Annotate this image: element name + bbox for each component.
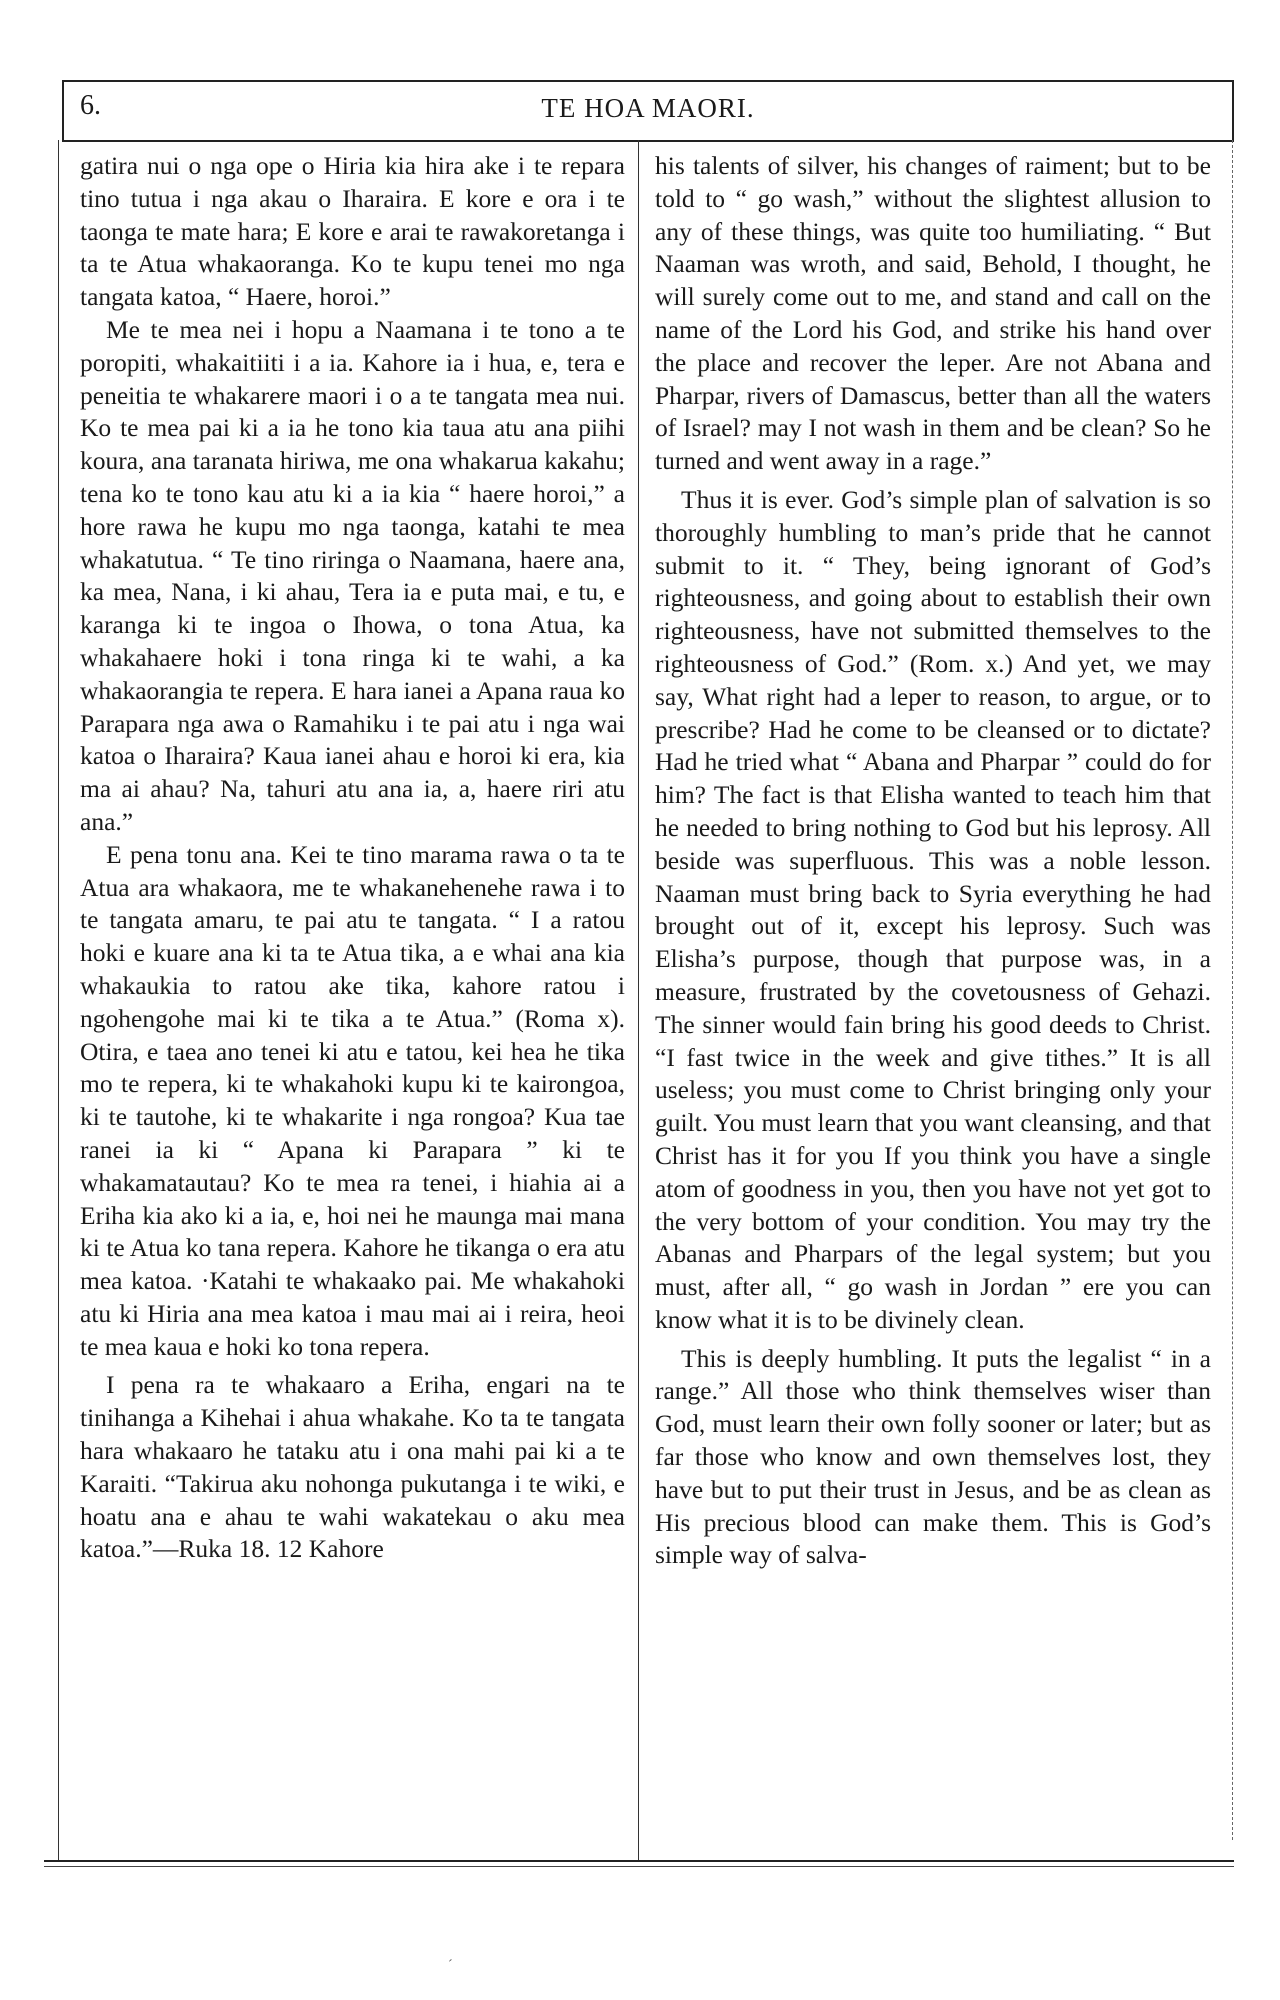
left-paragraph-3: E pena tonu ana. Kei te tino marama rawa o ta te Atua ara whakaora, me te whakanehenehe rawa i to te tangata amaru, te pai atu te tangata. “ I a ratou hoki e kuare ana ki ta te Atua tika, a e whai ana kia whakaukia to ratou ake tika, kahore ratou i ngohengohe mai ki te tika a te Atua.” (Roma x). Otira, e taea ano tenei ki atu e tatou, kei hea he tika mo te repera, ki te whakahoki kupu ki te kairongoa, ki te tautohe, ki te whakarite i nga rongoa? Kua tae ranei ia ki “ Apana ki Parapara ” ki te whakamatautau? Ko te mea ra tenei, i hiahia ai a Eriha kia ako ki a ia, e, hoi nei he maunga mai mana ki te Atua ko tana repera. Kahore he tikanga o era atu mea katoa. ·Katahi te whakaako pai. Me whakahoki atu ki Hiria ana mea katoa i mau mai ai i reira, heoi te mea kaua e hoki ko tona repera. [80,839,625,1361]
right-margin-rule [1232,140,1233,1840]
header-bottom-rule [62,140,1234,142]
right-paragraph-1: his talents of silver, his changes of raiment; but to be told to “ go wash,” without the slightest allusion to any of these things, was quite too humiliating. “ But Naaman was wroth, and said, Behold, I thought, he will surely come out to me, and stand and call on the name of the Lord his God, and strike his hand over the place and recover the leper. Are not Abana and Pharpar, rivers of Damascus, better than all the waters of Israel? may I not wash in them and be clean? So he turned and went away in a rage.” [655,151,1211,476]
page-number: 6. [80,90,101,121]
right-column-english-text [655,150,1211,1572]
left-paragraph-4: I pena ra te whakaaro a Eriha, engari na te tinihanga a Kihehai i ahua whakahe. Ko ta te tangata hara whakaaro he tataku atu i ona mahi pai ki a te Karaiti. “Takirua aku nohonga pukutanga i te wiki, e hoatu ana e ahau te wahi wakatekau o aku mea katoa.”—Ruka 18. 12 Kahore [80,1370,625,1564]
stray-print-mark: ´ [448,1958,453,1973]
left-margin-rule [58,140,59,1860]
footer-rule [44,1860,1234,1862]
running-title: TE HOA MAORI. [541,93,755,123]
footer-rule-thin [44,1866,1234,1867]
left-column-maori-text [80,150,625,1566]
left-paragraph-2: Me te mea nei i hopu a Naamana i te tono a te poropiti, whakaitiiti i a ia. Kahore ia i hua, e, tera e peneitia te whakarere maori i o a te tangata mea nui. Ko te mea pai ki a ia he tono kia taua atu ana piihi koura, ana taranata hiriwa, me ona whakarua kakahu; tena ko te tono kau atu ki a ia kia “ haere horoi,” a hore rawa he kupu mo nga taonga, katahi te mea whakatutua. “ Te tino riringa o Naamana, haere ana, ka mea, Nana, i ki ahau, Tera ia e puta mai, e tu, e karanga ki te ingoa o Ihowa, o tona Atua, ka whakahaere hoki i tona ringa ki te wahi, a ka whakaorangia te repera. E hara ianei a Apana raua ko Parapara nga awa o Ramahiku i te pai atu i nga wai katoa o Iharaira? Kaua ianei ahau e horoi ki era, kia ma ai ahau? Na, tahuri atu ana ia, a, haere riri atu ana.” [80,314,625,836]
header-top-rule [62,80,1234,82]
right-paragraph-2: Thus it is ever. God’s simple plan of salvation is so thoroughly humbling to man’s pride that he cannot submit to it. “ They, being ignorant of God’s righteousness, and going about to establish their own righteousness, have not submitted themselves to the righteousness of God.” (Rom. x.) And yet, we may say, What right had a leper to reason, to argue, or to prescribe? Had he come to be cleansed or to dictate? Had he tried what “ Abana and Pharpar ” could do for him? The fact is that Elisha wanted to teach him that he needed to bring nothing to God but his leprosy. All beside was superfluous. This was a noble lesson. Naaman must bring back to Syria everything he had brought out of it, except his leprosy. Such was Elisha’s purpose, though that purpose was, in a measure, frustrated by the covetousness of Gehazi. The sinner would fain bring his good deeds to Christ. “I fast twice in the week and give tithes.” It is all useless; you must come to Christ bringing only your guilt. You must learn that you want cleansing, and that Christ has it for you If you think you have a single atom of goodness in you, then you have not yet got to the very bottom of your condition. You may try the Abanas and Pharpars of the legal system; but you must, after all, “ go wash in Jordan ” ere you can know what it is to be divinely clean. [655,484,1211,1334]
left-paragraph-1: gatira nui o nga ope o Hiria kia hira ake i te repara tino tutua i nga akau o Iharaira. E kore e ora i te taonga te mate hara; E kore e arai te rawakoretanga i ta te Atua whakaoranga. Ko te kupu tenei mo nga tangata katoa, “ Haere, horoi.” [80,151,625,312]
column-divider [638,140,639,1860]
right-paragraph-3: This is deeply humbling. It puts the legalist “ in a range.” All those who think themselves wiser than God, must learn their own folly sooner or later; but as far those who know and own themselves lost, they have but to put their trust in Jesus, and be as clean as His precious blood can make them. This is God’s simple way of salva- [655,1343,1211,1570]
